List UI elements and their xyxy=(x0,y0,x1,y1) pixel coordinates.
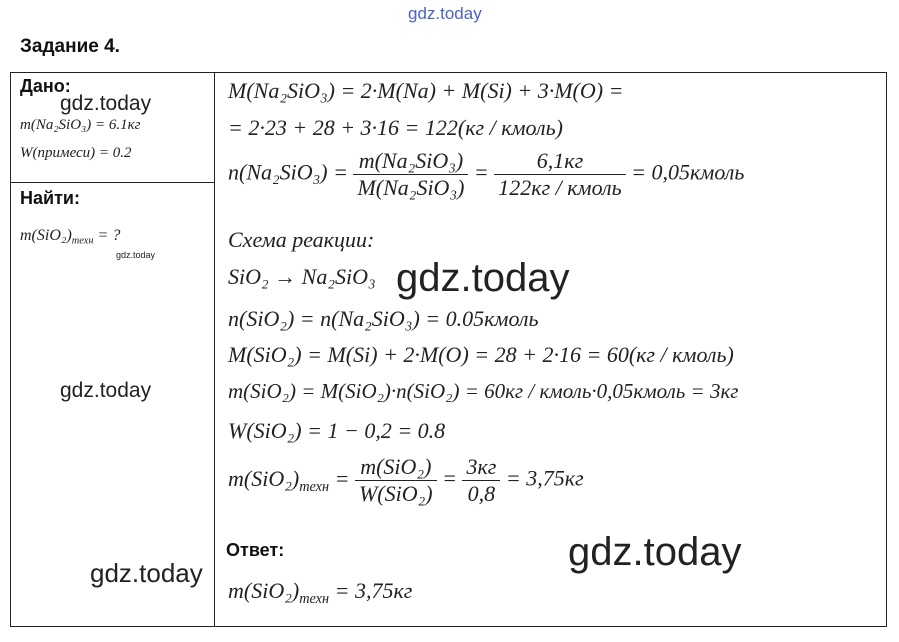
amount-left: n(Na₂SiO₃) = xyxy=(228,159,348,185)
reaction-scheme: SiO₂ → Na₂SiO₃ xyxy=(228,264,376,289)
answer-sub: техн xyxy=(299,591,330,607)
equals-sign: = xyxy=(473,159,489,185)
fraction-numerator: m(SiO₂) xyxy=(355,454,437,481)
find-label: Найти: xyxy=(20,188,80,208)
watermark: gdz.today xyxy=(90,558,203,588)
sio2-mass-line: m(SiO₂) = M(SiO₂)·n(SiO₂) = 60кг / кмоль·0,05кмоль = 3кг xyxy=(228,379,739,403)
site-watermark-top: gdz.today xyxy=(408,4,482,23)
column-divider xyxy=(214,72,215,627)
answer-equals-value: = 3,75кг xyxy=(329,578,413,603)
sio2-fraction-line: W(SiO₂) = 1 − 0,2 = 0.8 xyxy=(228,418,446,443)
sio2-amount-line: n(SiO₂) = n(Na₂SiO₃) = 0.05кмоль xyxy=(228,306,539,331)
task-title: Задание 4. xyxy=(20,36,120,57)
technical-mass-right: = 3,75кг xyxy=(505,465,584,491)
given-label: Дано: xyxy=(20,76,71,96)
technical-mass-prefix: m(SiO₂) xyxy=(228,465,300,491)
find-target-suffix: = ? xyxy=(93,227,121,244)
reaction-scheme-label: Схема реакции: xyxy=(228,227,375,252)
equals-sign: = xyxy=(442,465,457,491)
fraction-denominator: M(Na₂SiO₃) xyxy=(357,175,465,200)
answer-value xyxy=(228,578,413,607)
molar-mass-line-1: M(Na₂SiO₃) = 2·M(Na) + M(Si) + 3·M(O) = xyxy=(228,78,624,103)
technical-mass-equals: = xyxy=(329,465,350,491)
fraction-numerator: 6,1кг xyxy=(494,148,625,175)
find-target xyxy=(20,227,120,245)
given-mass-line: m(Na₂SiO₃) = 6.1кг xyxy=(20,117,141,133)
technical-mass-fraction-2 xyxy=(462,454,500,507)
amount-equation xyxy=(228,148,744,201)
fraction-denominator: 0,8 xyxy=(467,481,496,506)
amount-fraction-2 xyxy=(494,148,625,201)
watermark: gdz.today xyxy=(60,92,152,115)
given-impurity-line: W(примеси) = 0.2 xyxy=(20,145,132,161)
find-target-sub: техн xyxy=(71,235,94,247)
watermark: gdz.today xyxy=(568,530,742,574)
find-target-prefix: m(SiO₂) xyxy=(20,227,72,244)
given-find-divider xyxy=(10,182,214,183)
technical-mass-equation xyxy=(228,454,584,507)
amount-fraction-1 xyxy=(353,148,468,201)
technical-mass-fraction-1 xyxy=(355,454,437,507)
watermark: gdz.today xyxy=(60,379,152,402)
technical-mass-sub: техн xyxy=(299,478,330,495)
answer-prefix: m(SiO₂) xyxy=(228,578,300,603)
fraction-denominator: W(SiO₂) xyxy=(358,481,433,506)
answer-label: Ответ: xyxy=(226,540,285,560)
fraction-denominator: 122кг / кмоль xyxy=(498,175,622,200)
watermark: gdz.today xyxy=(116,250,156,260)
technical-mass-left xyxy=(228,465,350,495)
amount-right: = 0,05кмоль xyxy=(631,159,745,185)
fraction-numerator: 3кг xyxy=(462,454,500,481)
molar-mass-line-2: = 2·23 + 28 + 3·16 = 122(кг / кмоль) xyxy=(228,115,563,140)
watermark: gdz.today xyxy=(396,256,570,300)
fraction-numerator: m(Na₂SiO₃) xyxy=(353,148,468,175)
sio2-molar-mass-line: M(SiO₂) = M(Si) + 2·M(O) = 28 + 2·16 = 60(кг / кмоль) xyxy=(228,342,734,367)
